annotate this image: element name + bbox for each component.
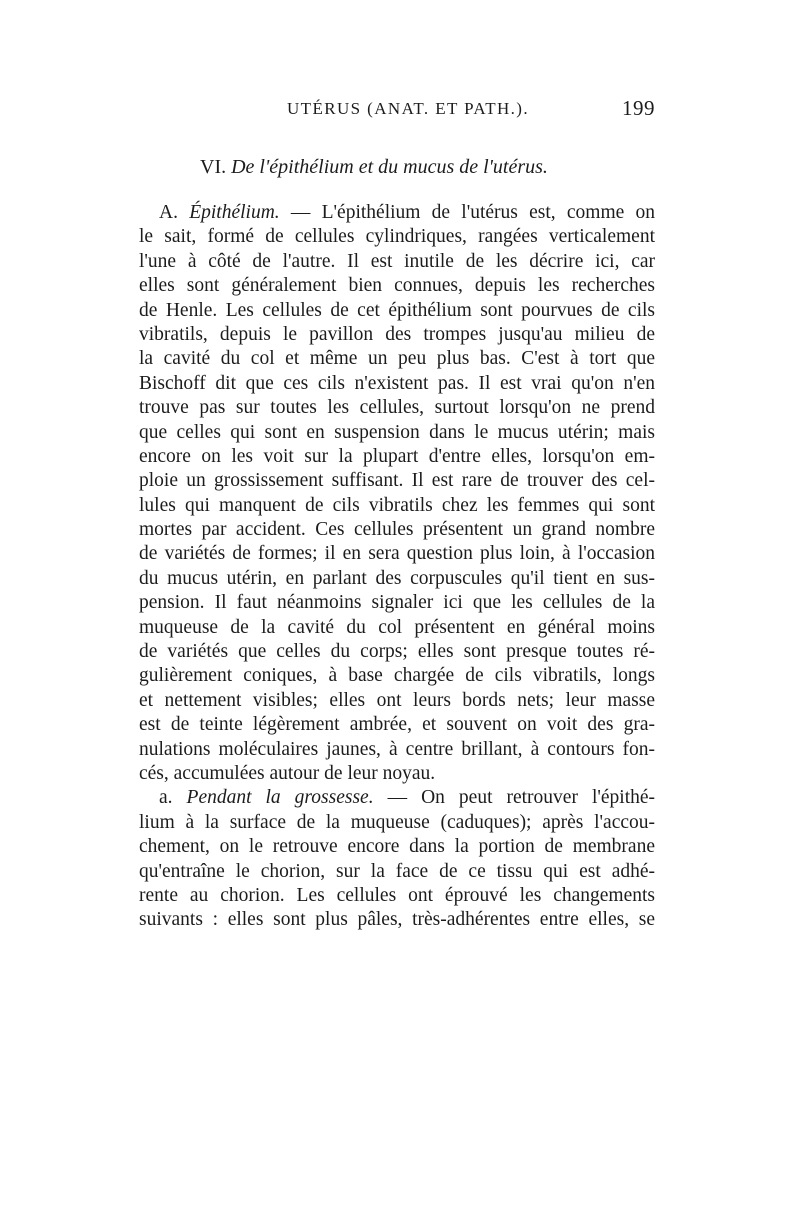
running-title: UTÉRUS (ANAT. ET PATH.). (287, 99, 530, 118)
paragraph-pendant-la-grossesse (139, 786, 655, 932)
section-heading (200, 156, 548, 179)
text-line: elles sont généralement bien connues, depuis les recherches (139, 275, 655, 297)
text-line: que celles qui sont en suspension dans le mucus utérin; mais (139, 421, 655, 443)
text-line: Bischoff dit que ces cils n'existent pas. Il est vrai qu'on n'en (139, 372, 655, 394)
text-line: le sait, formé de cellules cylindriques, rangées verticalement (139, 226, 655, 248)
text-line: lium à la surface de la muqueuse (caduques); après l'accou- (139, 811, 655, 833)
running-head (139, 96, 655, 126)
text-line: cés, accumulées autour de leur noyau. (139, 762, 436, 784)
text-line: muqueuse de la cavité du col présentent en général moins (139, 616, 655, 638)
text-line: gulièrement coniques, à base chargée de cils vibratils, longs (139, 665, 655, 687)
text-line: rente au chorion. Les cellules ont éprouvé les changements (139, 884, 655, 906)
text-line: ploie un grossissement suffisant. Il est rare de trouver des cel- (139, 470, 655, 492)
text-line: lules qui manquent de cils vibratils chez les femmes qui sont (139, 494, 655, 516)
section-number: VI. (200, 156, 227, 178)
text-line: chement, on le retrouve encore dans la portion de membrane (139, 836, 655, 858)
text-line: est de teinte légèrement ambrée, et souvent on voit des gra- (139, 714, 655, 736)
text-line: de Henle. Les cellules de cet épithélium sont pourvues de cils (139, 299, 655, 321)
page-number: 199 (622, 96, 655, 120)
text-line: suivants : elles sont plus pâles, très-adhérentes entre elles, se (139, 909, 655, 931)
text-line: du mucus utérin, en parlant des corpuscules qu'il tient en sus- (139, 567, 655, 589)
text-line: qu'entraîne le chorion, sur la face de ce tissu qui est adhé- (139, 860, 655, 882)
subsection-title: Épithélium. (189, 202, 280, 223)
text-line: mortes par accident. Ces cellules présentent un grand nombre (139, 519, 655, 541)
text-line: encore on les voit sur la plupart d'entre elles, lorsqu'on em- (139, 445, 655, 467)
text-line: pension. Il faut néanmoins signaler ici que les cellules de la (139, 592, 655, 614)
text-line: de variétés que celles du corps; elles sont presque toutes ré- (139, 641, 655, 663)
text-line: vibratils, depuis le pavillon des trompes jusqu'au milieu de (139, 323, 655, 345)
subsection-title: Pendant la grossesse. (186, 787, 374, 809)
subsection-label: A. (159, 202, 178, 223)
paragraph-epithelium (139, 201, 655, 786)
body-text (139, 201, 655, 933)
subsection-label: a. (159, 787, 173, 809)
text-line: trouve pas sur toutes les cellules, surtout lorsqu'on ne prend (139, 397, 655, 419)
text-line: nulations moléculaires jaunes, à centre brillant, à contours fon- (139, 738, 655, 760)
text-line: l'une à côté de l'autre. Il est inutile de les décrire ici, car (139, 250, 655, 272)
text-line: et nettement visibles; elles ont leurs bords nets; leur masse (139, 689, 655, 711)
line-text: — L'épithélium de l'utérus est, comme on (290, 202, 656, 223)
section-title: De l'épithélium et du mucus de l'utérus. (231, 156, 548, 178)
line-text: — On peut retrouver l'épithé- (387, 787, 656, 809)
text-line (139, 786, 655, 810)
text-line (139, 201, 655, 225)
text-line: de variétés de formes; il en sera question plus loin, à l'occasion (139, 543, 655, 565)
text-line: la cavité du col et même un peu plus bas. C'est à tort que (139, 348, 655, 370)
